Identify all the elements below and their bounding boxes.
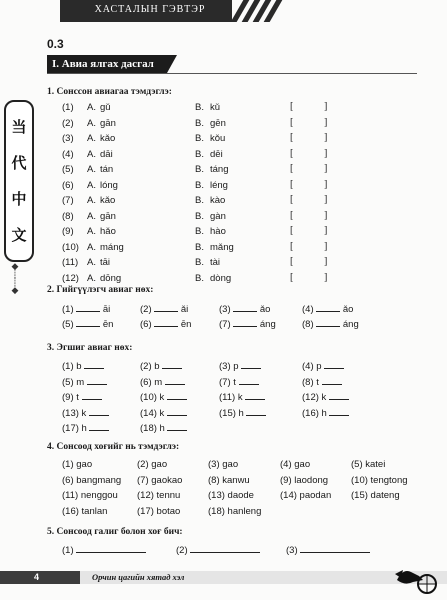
- option-b-label: B.: [195, 195, 204, 206]
- answer-blank[interactable]: [329, 406, 349, 416]
- answer-blank[interactable]: [300, 543, 370, 553]
- answer-bracket-close: ]: [324, 194, 328, 205]
- page-number: 4: [34, 572, 40, 582]
- item-number: (15): [219, 407, 239, 419]
- item-number: (1): [62, 304, 77, 315]
- item-initial: p: [233, 361, 242, 372]
- answer-bracket-close: ]: [324, 178, 328, 190]
- answer-blank[interactable]: [84, 359, 104, 369]
- answer-blank[interactable]: [76, 543, 146, 553]
- item-word: gao: [76, 459, 93, 470]
- word-item: [137, 490, 180, 501]
- fill-item: [219, 375, 259, 388]
- option-a-label: A.: [87, 226, 96, 237]
- option-a-syllable: gān: [100, 117, 116, 129]
- item-number: (2): [137, 459, 152, 470]
- word-item: [62, 475, 121, 486]
- item-word: hanleng: [227, 505, 262, 517]
- item-number: (1): [62, 545, 77, 556]
- item-number: (7): [62, 195, 74, 206]
- option-b-syllable: kào: [210, 195, 226, 206]
- option-a-label: A.: [87, 179, 96, 191]
- answer-bracket-close: ]: [324, 256, 328, 267]
- item-number: (10): [351, 474, 371, 486]
- word-item: [351, 475, 408, 486]
- answer-blank[interactable]: [324, 359, 344, 369]
- exercise-2-title: 2. Гийгүүлэгч авиаг нөх:: [47, 285, 154, 295]
- item-syllable: ēn: [100, 319, 114, 330]
- item-number: (17): [137, 505, 157, 517]
- answer-blank[interactable]: [190, 543, 260, 553]
- exercise-3-title: 3. Эгшиг авиаг нөх:: [47, 343, 133, 353]
- item-word: daode: [227, 490, 254, 501]
- fill-item: [302, 406, 349, 419]
- option-a-label: A.: [87, 272, 96, 284]
- item-syllable: ǎo: [340, 304, 354, 315]
- item-number: (4): [302, 304, 317, 315]
- fill-item: [140, 317, 191, 330]
- answer-bracket-close: ]: [324, 209, 328, 221]
- option-b-syllable: táng: [210, 164, 229, 175]
- option-b-syllable: dòng: [210, 272, 232, 284]
- option-b-label: B.: [195, 179, 204, 191]
- fill-item: [302, 375, 342, 388]
- item-number: (8): [302, 319, 317, 330]
- word-item: [137, 506, 180, 517]
- option-b-label: B.: [195, 241, 204, 253]
- word-item: [137, 459, 167, 470]
- header-title: ХАСТАЛЫН ГЭВТЭР: [94, 4, 206, 15]
- fill-item: [302, 302, 353, 315]
- item-syllable: áng: [340, 319, 359, 330]
- option-a-label: A.: [87, 117, 96, 129]
- item-number: (3): [62, 133, 74, 144]
- item-number: (11): [62, 490, 81, 501]
- answer-bracket-close: ]: [324, 163, 328, 174]
- option-b-syllable: tài: [210, 257, 221, 268]
- item-word: laodong: [294, 474, 329, 486]
- option-b-label: B.: [195, 164, 204, 175]
- item-initial: k: [81, 407, 89, 419]
- fill-item: [62, 359, 104, 372]
- option-b-syllable: léng: [210, 179, 228, 191]
- item-initial: t: [76, 392, 82, 403]
- option-a-syllable: hǎo: [100, 226, 116, 237]
- item-word: gao: [294, 459, 311, 470]
- item-initial: k: [237, 392, 246, 403]
- item-initial: h: [81, 423, 90, 434]
- item-number: (8): [62, 210, 74, 222]
- option-a-syllable: lóng: [100, 179, 118, 191]
- heading-rule: [47, 73, 417, 74]
- fill-item: [62, 375, 107, 388]
- word-item: [208, 459, 238, 470]
- item-number: (13): [208, 490, 228, 501]
- fill-item: [302, 359, 344, 372]
- answer-bracket-close: ]: [324, 225, 328, 236]
- item-number: (2): [62, 117, 74, 129]
- option-a-syllable: tāi: [100, 257, 111, 268]
- answer-blank[interactable]: [239, 375, 259, 385]
- answer-bracket-open: [: [290, 256, 294, 267]
- word-item: [62, 506, 107, 517]
- write-item: [176, 543, 260, 556]
- answer-bracket-open: [: [290, 147, 294, 159]
- item-number: (1): [62, 102, 74, 113]
- item-syllable: ǎo: [257, 304, 271, 315]
- fill-item: [219, 317, 276, 330]
- item-number: (8): [208, 474, 223, 486]
- option-a-label: A.: [87, 102, 96, 113]
- item-initial: t: [316, 376, 322, 388]
- option-b-syllable: kǒu: [210, 133, 226, 144]
- item-number: (5): [62, 319, 77, 330]
- item-number: (15): [351, 490, 371, 501]
- item-number: (10): [62, 241, 79, 253]
- header-stripes: [232, 0, 276, 22]
- item-syllable: áng: [257, 319, 276, 330]
- word-item: [208, 506, 261, 517]
- side-char: 文: [11, 226, 27, 244]
- item-number: (9): [62, 392, 77, 403]
- item-number: (11): [62, 257, 79, 268]
- heading-bar-tail: [167, 55, 177, 73]
- write-item: [62, 543, 146, 556]
- fill-item: [62, 317, 113, 330]
- option-a-syllable: gǔ: [100, 102, 111, 113]
- answer-blank[interactable]: [233, 317, 257, 327]
- answer-bracket-close: ]: [324, 271, 328, 283]
- item-word: nenggou: [80, 490, 118, 501]
- item-number: (6): [62, 474, 77, 486]
- item-number: (1): [62, 459, 77, 470]
- item-number: (18): [140, 423, 160, 434]
- footer-dark-block: [0, 571, 80, 584]
- answer-bracket-open: [: [290, 132, 294, 143]
- answer-blank[interactable]: [87, 375, 107, 385]
- item-number: (16): [302, 407, 322, 419]
- option-b-label: B.: [195, 133, 204, 144]
- item-number: (7): [137, 474, 152, 486]
- answer-bracket-close: ]: [324, 132, 328, 143]
- word-item: [62, 490, 118, 501]
- item-number: (2): [140, 361, 155, 372]
- answer-blank[interactable]: [89, 421, 109, 431]
- answer-blank[interactable]: [233, 302, 257, 312]
- fill-item: [140, 359, 182, 372]
- option-a-syllable: máng: [100, 241, 124, 253]
- answer-blank[interactable]: [316, 302, 340, 312]
- word-item: [351, 459, 385, 470]
- word-item: [351, 490, 400, 501]
- item-number: (16): [62, 505, 82, 517]
- write-item: [286, 543, 370, 556]
- option-a-syllable: dōng: [100, 272, 122, 284]
- answer-bracket-open: [: [290, 194, 294, 205]
- fill-item: [302, 317, 359, 330]
- item-number: (9): [62, 226, 74, 237]
- fill-item: [219, 406, 266, 419]
- item-syllable: ēn: [178, 319, 192, 330]
- answer-bracket-close: ]: [324, 116, 328, 128]
- option-b-label: B.: [195, 226, 204, 237]
- side-tab: [4, 100, 34, 262]
- item-number: (13): [62, 407, 82, 419]
- item-number: (6): [140, 319, 155, 330]
- option-b-syllable: kǔ: [210, 102, 221, 113]
- answer-blank[interactable]: [165, 375, 185, 385]
- section-heading: I. Авиа ялгах дасгал: [52, 58, 154, 70]
- answer-bracket-open: [: [290, 101, 294, 112]
- side-char: 当: [11, 118, 27, 136]
- option-b-label: B.: [195, 210, 204, 222]
- word-item: [280, 459, 310, 470]
- item-word: gao: [222, 459, 239, 470]
- answer-blank[interactable]: [76, 302, 100, 312]
- option-b-label: B.: [195, 257, 204, 268]
- item-number: (17): [62, 423, 82, 434]
- word-item: [280, 475, 328, 486]
- answer-blank[interactable]: [316, 317, 340, 327]
- item-initial: b: [154, 361, 163, 372]
- answer-bracket-open: [: [290, 116, 294, 128]
- item-number: (4): [62, 148, 74, 160]
- item-number: (9): [280, 474, 295, 486]
- answer-bracket-open: [: [290, 209, 294, 221]
- item-syllable: ǎi: [178, 304, 189, 315]
- item-number: (7): [219, 319, 234, 330]
- answer-bracket-open: [: [290, 271, 294, 283]
- item-word: tanlan: [81, 505, 108, 517]
- item-number: (5): [62, 164, 74, 175]
- answer-bracket-open: [: [290, 225, 294, 236]
- fill-item: [140, 421, 187, 434]
- item-word: gao: [151, 459, 168, 470]
- option-b-syllable: gēn: [210, 117, 226, 129]
- chariot-logo-icon: [393, 560, 441, 596]
- answer-blank[interactable]: [82, 390, 102, 400]
- item-word: botao: [156, 505, 181, 517]
- fill-item: [140, 390, 187, 403]
- answer-blank[interactable]: [246, 406, 266, 416]
- item-initial: h: [238, 407, 247, 419]
- item-number: (10): [140, 392, 160, 403]
- word-item: [137, 475, 182, 486]
- item-word: kanwu: [222, 474, 250, 486]
- fill-item: [219, 302, 270, 315]
- exercise-4-title: 4. Сонсоод хоғийг нь тэмдэглэ:: [47, 442, 180, 452]
- item-initial: t: [233, 376, 239, 388]
- option-a-syllable: dāi: [100, 148, 113, 160]
- option-a-syllable: kǎo: [100, 195, 116, 206]
- item-word: dateng: [370, 490, 400, 501]
- answer-blank[interactable]: [167, 421, 187, 431]
- item-initial: k: [321, 392, 329, 403]
- option-a-label: A.: [87, 257, 96, 268]
- fill-item: [140, 375, 185, 388]
- fill-item: [62, 302, 110, 315]
- option-b-label: B.: [195, 148, 204, 160]
- item-number: (2): [140, 304, 155, 315]
- item-initial: k: [159, 392, 167, 403]
- word-item: [280, 490, 331, 501]
- answer-blank[interactable]: [167, 406, 187, 416]
- option-b-syllable: hào: [210, 226, 226, 237]
- fill-item: [219, 390, 265, 403]
- option-b-syllable: gàn: [210, 210, 226, 222]
- side-marks: ◆ ┊ ┊ ◆: [11, 261, 19, 295]
- side-char: 代: [11, 154, 27, 172]
- answer-bracket-open: [: [290, 178, 294, 190]
- option-a-label: A.: [87, 148, 96, 160]
- item-number: (18): [208, 505, 228, 517]
- item-initial: p: [316, 361, 325, 372]
- side-char: 中: [11, 190, 27, 208]
- option-b-label: B.: [195, 272, 204, 284]
- answer-bracket-close: ]: [324, 240, 328, 252]
- option-a-label: A.: [87, 164, 96, 175]
- item-number: (3): [219, 361, 234, 372]
- item-initial: h: [321, 407, 330, 419]
- item-syllable: āi: [100, 304, 111, 315]
- item-number: (8): [302, 376, 317, 388]
- item-number: (12): [302, 392, 322, 403]
- item-number: (1): [62, 361, 77, 372]
- item-word: paodan: [299, 490, 332, 501]
- option-a-syllable: tán: [100, 164, 114, 175]
- option-a-label: A.: [87, 133, 96, 144]
- item-number: (3): [219, 304, 234, 315]
- answer-blank[interactable]: [329, 390, 349, 400]
- answer-bracket-close: ]: [324, 101, 328, 112]
- item-number: (3): [208, 459, 223, 470]
- answer-blank[interactable]: [322, 375, 342, 385]
- item-word: tengtong: [370, 474, 408, 486]
- item-number: (4): [302, 361, 317, 372]
- fill-item: [62, 406, 109, 419]
- item-initial: m: [154, 376, 165, 388]
- fill-item: [62, 421, 109, 434]
- answer-blank[interactable]: [154, 302, 178, 312]
- answer-blank[interactable]: [154, 317, 178, 327]
- item-number: (5): [351, 459, 366, 470]
- item-number: (6): [62, 179, 74, 191]
- answer-blank[interactable]: [162, 359, 182, 369]
- option-b-syllable: dēi: [210, 148, 223, 160]
- answer-bracket-open: [: [290, 240, 294, 252]
- word-item: [208, 490, 254, 501]
- item-word: bangmang: [76, 474, 122, 486]
- exercise-5-title: 5. Сонсоод галиг болон хоғ бич:: [47, 527, 183, 537]
- item-word: gaokao: [151, 474, 183, 486]
- exercise-1-title: 1. Сонссон авиагаа тэмдэглэ:: [47, 87, 172, 97]
- item-initial: h: [159, 423, 168, 434]
- item-number: (4): [280, 459, 295, 470]
- option-a-label: A.: [87, 195, 96, 206]
- item-initial: b: [76, 361, 85, 372]
- item-number: (12): [137, 490, 157, 501]
- item-initial: k: [159, 407, 167, 419]
- answer-blank[interactable]: [76, 317, 100, 327]
- item-number: (2): [176, 545, 191, 556]
- footer-book-title: Орчин цагийн хятад хэл: [92, 572, 185, 582]
- item-number: (6): [140, 376, 155, 388]
- option-a-label: A.: [87, 210, 96, 222]
- option-b-label: B.: [195, 102, 204, 113]
- answer-bracket-open: [: [290, 163, 294, 174]
- word-item: [62, 459, 92, 470]
- fill-item: [62, 390, 102, 403]
- item-number: (5): [62, 376, 77, 388]
- option-a-label: A.: [87, 241, 96, 253]
- fill-item: [140, 406, 187, 419]
- item-number: (7): [219, 376, 234, 388]
- answer-blank[interactable]: [167, 390, 187, 400]
- fill-item: [140, 302, 188, 315]
- item-number: (14): [140, 407, 160, 419]
- item-number: (14): [280, 490, 300, 501]
- section-number: 0.3: [47, 37, 64, 51]
- answer-bracket-close: ]: [324, 147, 328, 159]
- answer-blank[interactable]: [89, 406, 109, 416]
- answer-blank[interactable]: [245, 390, 265, 400]
- item-word: katei: [365, 459, 386, 470]
- word-item: [208, 475, 250, 486]
- item-number: (11): [219, 392, 238, 403]
- item-word: tennu: [156, 490, 181, 501]
- fill-item: [219, 359, 261, 372]
- fill-item: [302, 390, 349, 403]
- item-number: (3): [286, 545, 301, 556]
- option-a-syllable: gān: [100, 210, 116, 222]
- option-b-syllable: mǎng: [210, 241, 234, 253]
- option-b-label: B.: [195, 117, 204, 129]
- item-number: (12): [62, 272, 79, 284]
- option-a-syllable: kǎo: [100, 133, 116, 144]
- item-initial: m: [76, 376, 87, 388]
- answer-blank[interactable]: [241, 359, 261, 369]
